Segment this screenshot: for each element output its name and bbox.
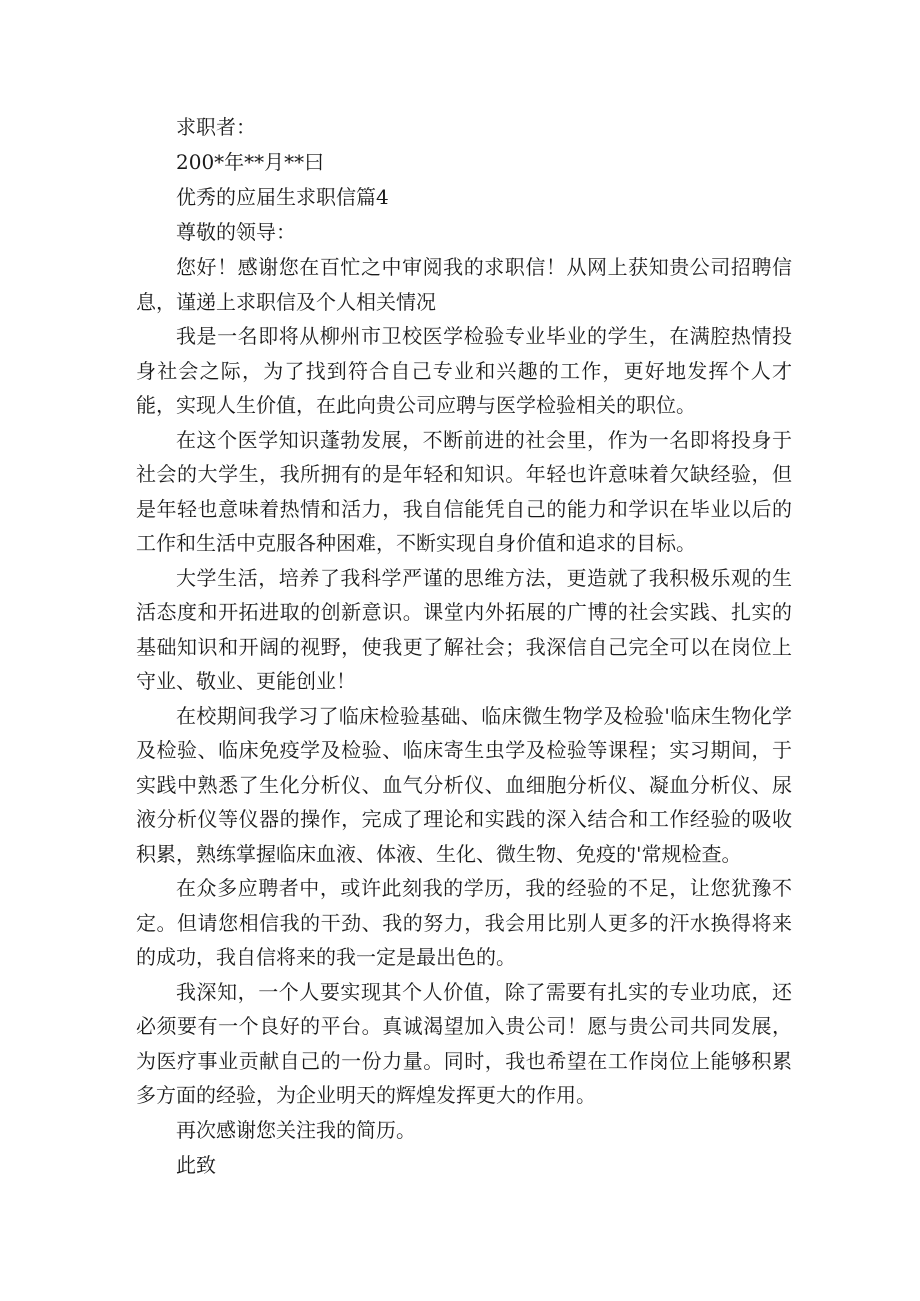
paragraph-confidence: 在众多应聘者中，或许此刻我的学历，我的经验的不足，让您犹豫不定。但请您相信我的干劲、我的努力，我会用比别人更多的汗水换得将来的成功，我自信将来的我一定是最出色的。 <box>136 876 792 969</box>
paragraph-youth: 在这个医学知识蓬勃发展，不断前进的社会里，作为一名即将投身于社会的大学生，我所拥有的是年轻和知识。年轻也许意味着欠缺经验，但是年轻也意味着热情和活力，我自信能凭自己的能力和学识在毕业以后的工作和生活中克服各种困难，不断实现自身价值和追求的目标。 <box>136 427 792 555</box>
paragraph-aspiration: 我深知，一个人要实现其个人价值，除了需要有扎实的专业功底，还必须要有一个良好的平台。真诚渴望加入贵公司！愿与贵公司共同发展，为医疗事业贡献自己的一份力量。同时，我也希望在工作岗位上能够积累多方面的经验，为企业明天的辉煌发挥更大的作用。 <box>136 979 792 1107</box>
paragraph-greeting: 您好！感谢您在百忙之中审阅我的求职信！从网上获知贵公司招聘信息，谨递上求职信及个人相关情况 <box>136 255 792 314</box>
thanks-line: 再次感谢您关注我的简历。 <box>176 1117 416 1142</box>
paragraph-university-life: 大学生活，培养了我科学严谨的思维方法，更造就了我积极乐观的生活态度和开拓进取的创新意识。课堂内外拓展的广博的社会实践、扎实的基础知识和开阔的视野，使我更了解社会；我深信自己完全可以在岗位上守业、敬业、更能创业！ <box>136 565 792 693</box>
section-title: 优秀的应届生求职信篇4 <box>176 185 389 209</box>
paragraph-introduction: 我是一名即将从柳州市卫校医学检验专业毕业的学生，在满腔热情投身社会之际，为了找到符合自己专业和兴趣的工作，更好地发挥个人才能，实现人生价值，在此向贵公司应聘与医学检验相关的职位。 <box>136 324 792 417</box>
letter-date: 200*年**月**曰 <box>176 150 325 174</box>
paragraph-studies: 在校期间我学习了临床检验基础、临床微生物学及检验'临床生物化学及检验、临床免疫学及检验、临床寄生虫学及检验等课程；实习期间，于实践中熟悉了生化分析仪、血气分析仪、血细胞分析仪、凝血分析仪、尿液分析仪等仪器的操作，完成了理论和实践的深入结合和工作经验的吸收积累，熟练掌握临床血液、体液、生化、微生物、免疫的'常规检查。 <box>136 703 792 866</box>
salutation: 尊敬的领导： <box>176 220 296 244</box>
closing-line: 此致 <box>176 1152 216 1177</box>
letter-body <box>136 110 792 1183</box>
applicant-label: 求职者： <box>176 115 256 139</box>
